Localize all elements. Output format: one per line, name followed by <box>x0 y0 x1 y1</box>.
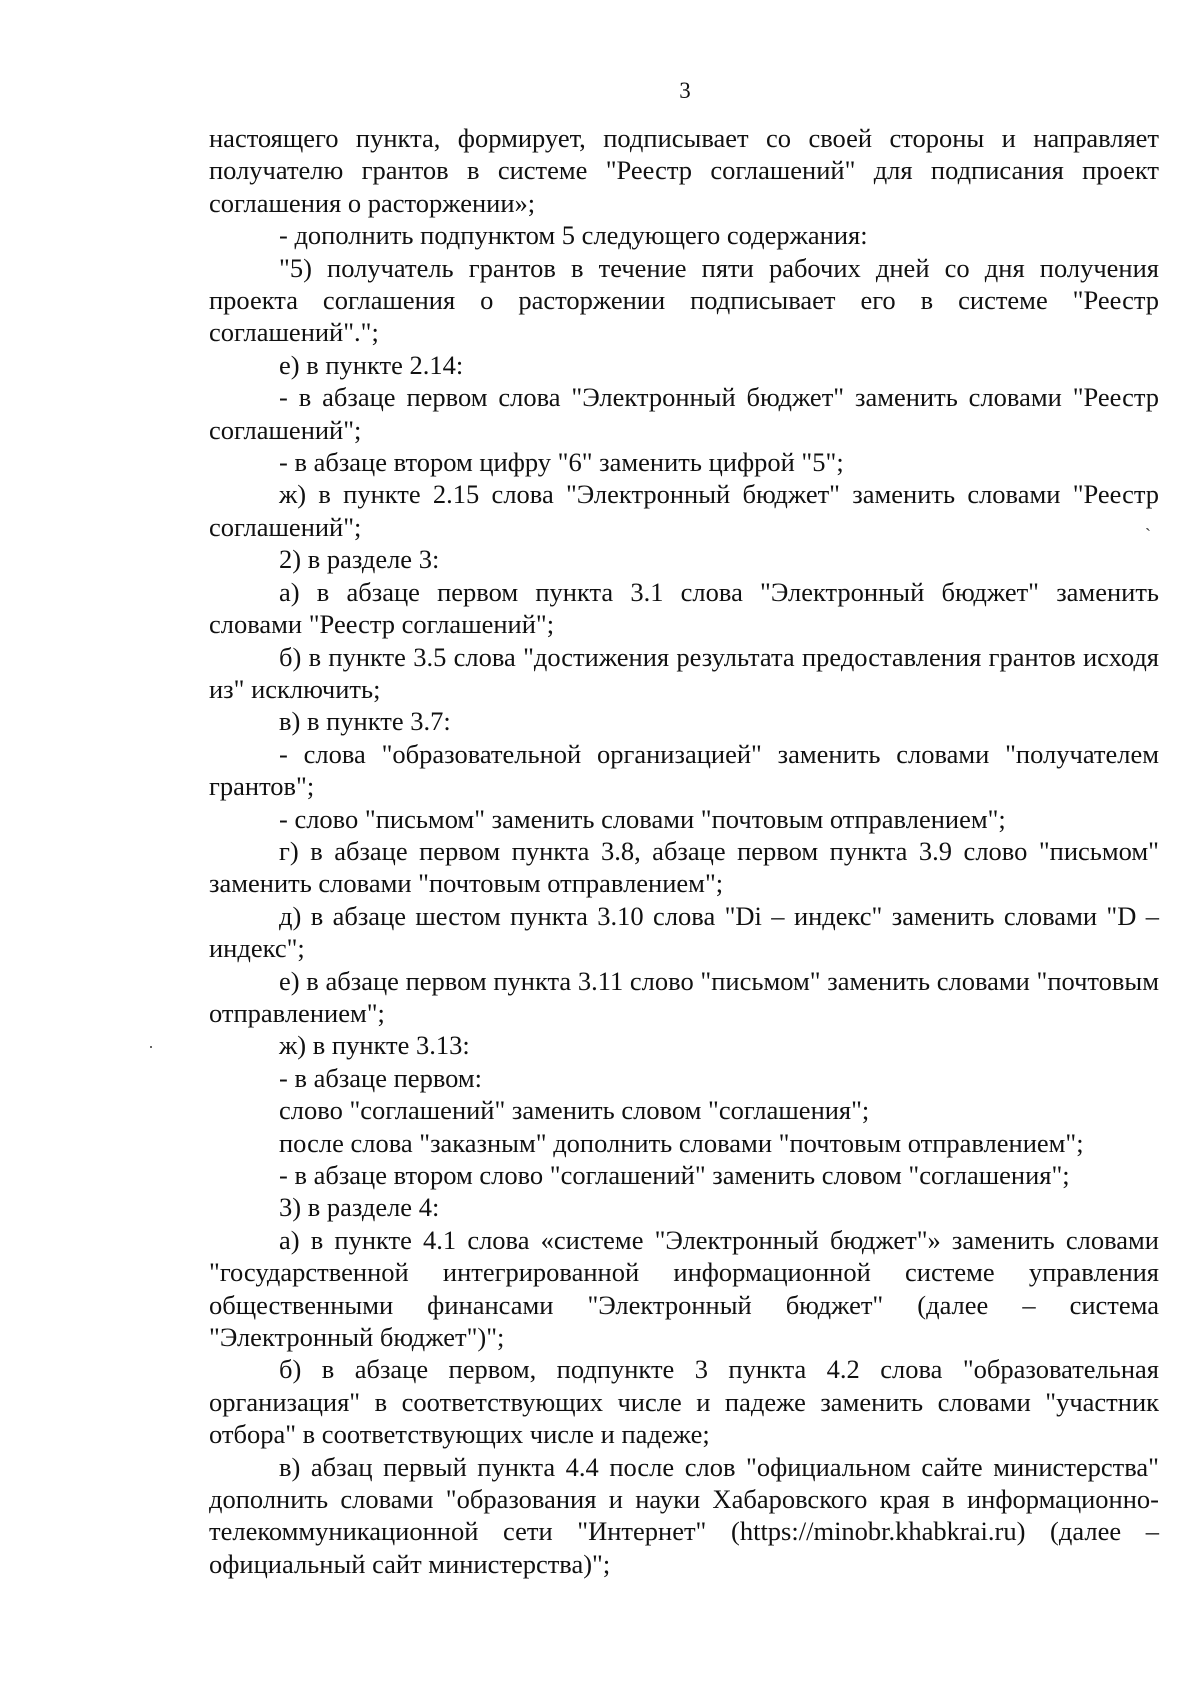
paragraph: - дополнить подпунктом 5 следующего содержания: <box>279 220 868 251</box>
paragraph: "5) получатель грантов в течение пяти рабочих дней со дня получения проекта соглашения о расторжении подписывает его в системе "Реестр соглашений"."; <box>209 252 1159 348</box>
paragraph: ж) в пункте 3.13: <box>279 1030 470 1061</box>
paragraph: - слова "образовательной организацией" заменить словами "получателем грантов"; <box>209 738 1159 802</box>
paragraph: - в абзаце первом: <box>279 1062 483 1093</box>
paragraph: после слова "заказным" дополнить словами "почтовым отправлением"; <box>279 1127 1084 1158</box>
document-body <box>209 122 1159 1580</box>
paragraph: е) в абзаце первом пункта 3.11 слово "письмом" заменить словами "почтовым отправлением"; <box>209 965 1159 1028</box>
paragraph: в) в пункте 3.7: <box>279 706 451 737</box>
paragraph: б) в пункте 3.5 слова "достижения результата предоставления грантов исходя из" исключить; <box>209 641 1159 704</box>
paragraph: - в абзаце втором слово "соглашений" заменить словом "соглашения"; <box>279 1160 1070 1190</box>
paragraph: а) в абзаце первом пункта 3.1 слова "Электронный бюджет" заменить словами "Реестр соглашений"; <box>209 576 1159 640</box>
scan-artifact-mark: ` <box>1145 525 1151 545</box>
paragraph: 3) в разделе 4: <box>279 1192 440 1223</box>
paragraph: ж) в пункте 2.15 слова "Электронный бюджет" заменить словами "Реестр соглашений"; <box>209 479 1159 542</box>
page-number: 3 <box>679 78 691 103</box>
paragraph: д) в абзаце шестом пункта 3.10 слова "Di – индекс" заменить словами "D – индекс"; <box>209 900 1159 964</box>
paragraph: г) в абзаце первом пункта 3.8, абзаце первом пункта 3.9 слово "письмом" заменить словами "почтовым отправлением"; <box>209 835 1159 899</box>
paragraph: - в абзаце втором цифру "6" заменить цифрой "5"; <box>279 447 844 478</box>
paragraph: е) в пункте 2.14: <box>279 349 464 380</box>
paragraph: в) абзац первый пункта 4.4 после слов "официальном сайте министерства" дополнить словами "образования и науки Хабаровского края в информационно-телекоммуникационной сети "Интернет" (https://minobr.khabkrai.ru) (далее – официальный сайт министерства)"; <box>209 1451 1159 1579</box>
paragraph: 2) в разделе 3: <box>279 544 440 575</box>
paragraph: а) в пункте 4.1 слова «системе "Электронный бюджет"» заменить словами "государственной интегрированной информационной системе управления общественными финансами "Электронный бюджет" (далее – система "Электронный бюджет")"; <box>209 1224 1159 1353</box>
scan-artifact-dot <box>150 1046 152 1048</box>
paragraph: б) в абзаце первом, подпункте 3 пункта 4.2 слова "образовательная организация" в соответствующих числе и падеже заменить словами "участник отбора" в соответствующих числе и падеже; <box>209 1354 1159 1450</box>
paragraph: слово "соглашений" заменить словом "соглашения"; <box>279 1095 870 1126</box>
paragraph: - слово "письмом" заменить словами "почтовым отправлением"; <box>279 803 1006 834</box>
paragraph: - в абзаце первом слова "Электронный бюджет" заменить словами "Реестр соглашений"; <box>209 382 1159 445</box>
paragraph-continuation: настоящего пункта, формирует, подписывает со своей стороны и направляет получателю грантов в системе "Реестр соглашений" для подписания проект соглашения о расторжении»; <box>209 123 1159 218</box>
